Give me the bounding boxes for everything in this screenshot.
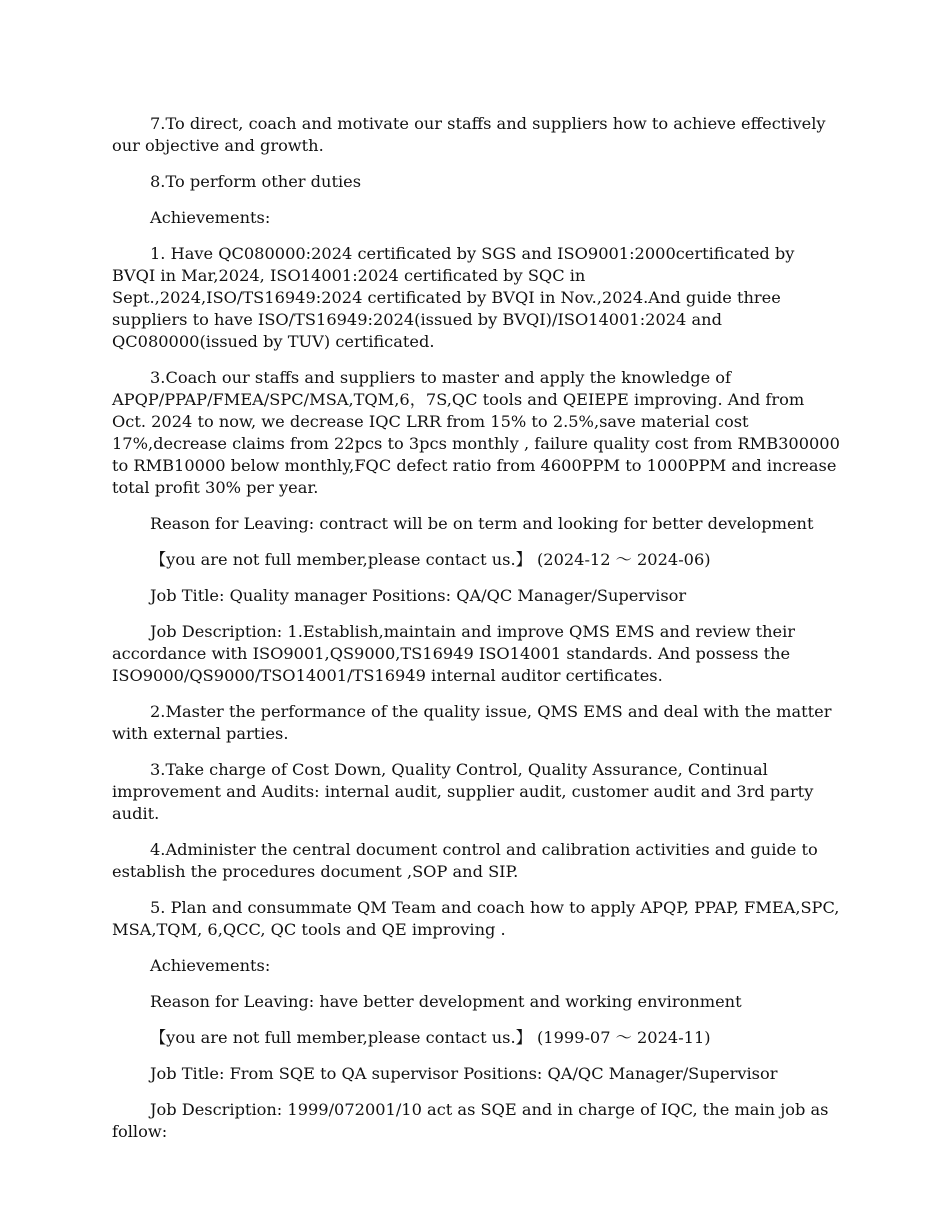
paragraph-reason-for-leaving: Reason for Leaving: contract will be on term and looking for better development bbox=[150, 514, 814, 533]
paragraph-job-description: Job Description: 1999/072001/10 act as SQE and in charge of IQC, the main job as follow: bbox=[112, 1100, 829, 1141]
paragraph-duty-5: 5. Plan and consummate QM Team and coach how to apply APQP, PPAP, FMEA,SPC, MSA,TQM, 6,QCC, QC tools and QE improving . bbox=[112, 898, 840, 939]
document-page bbox=[112, 113, 840, 1157]
paragraph-reason-for-leaving: Reason for Leaving: have better development and working environment bbox=[150, 992, 742, 1011]
paragraph-duty-7: 7.To direct, coach and motivate our staffs and suppliers how to achieve effectively our objective and growth. bbox=[112, 114, 826, 155]
paragraph-achievement-1: 1. Have QC080000:2024 certificated by SGS and ISO9001:2000certificated by BVQI in Mar,2024, ISO14001:2024 certificated by SQC in Sept.,2024,ISO/TS16949:2024 certificated by BVQI in Nov.,2024.And guide three suppliers to have ISO/TS16949:2024(issued by BVQI)/ISO14001:2024 and QC080000(issued by TUV) certificated. bbox=[112, 244, 795, 351]
paragraph-job-description: Job Description: 1.Establish,maintain and improve QMS EMS and review their accordance with ISO9001,QS9000,TS16949 ISO14001 standards. And possess the ISO9000/QS9000/TSO14001/TS16949 internal auditor certificates. bbox=[112, 622, 795, 685]
heading-achievements: Achievements: bbox=[150, 956, 271, 975]
heading-achievements: Achievements: bbox=[150, 208, 271, 227]
paragraph-duty-4: 4.Administer the central document control and calibration activities and guide to establish the procedures document ,SOP and SIP. bbox=[112, 840, 818, 881]
paragraph-duty-3: 3.Take charge of Cost Down, Quality Control, Quality Assurance, Continual improvement and Audits: internal audit, supplier audit, customer audit and 3rd party audit. bbox=[112, 760, 814, 823]
paragraph-member-notice: 【you are not full member,please contact us.】 (1999-07 ～ 2024-11) bbox=[150, 1028, 711, 1047]
paragraph-duty-8: 8.To perform other duties bbox=[150, 172, 362, 191]
paragraph-job-title: Job Title: From SQE to QA supervisor Positions: QA/QC Manager/Supervisor bbox=[150, 1064, 778, 1083]
paragraph-job-title: Job Title: Quality manager Positions: QA/QC Manager/Supervisor bbox=[150, 586, 687, 605]
paragraph-duty-2: 2.Master the performance of the quality issue, QMS EMS and deal with the matter with external parties. bbox=[112, 702, 832, 743]
paragraph-member-notice: 【you are not full member,please contact us.】 (2024-12 ～ 2024-06) bbox=[150, 550, 711, 569]
paragraph-achievement-3: 3.Coach our staffs and suppliers to master and apply the knowledge of APQP/PPAP/FMEA/SPC/MSA,TQM,6，7S,QC tools and QEIEPE improving. And from Oct. 2024 to now, we decrease IQC LRR from 15% to 2.5%,save material cost 17%,decrease claims from 22pcs to 3pcs monthly , failure quality cost from RMB300000 to RMB10000 below monthly,FQC defect ratio from 4600PPM to 1000PPM and increase total profit 30% per year. bbox=[112, 368, 840, 497]
